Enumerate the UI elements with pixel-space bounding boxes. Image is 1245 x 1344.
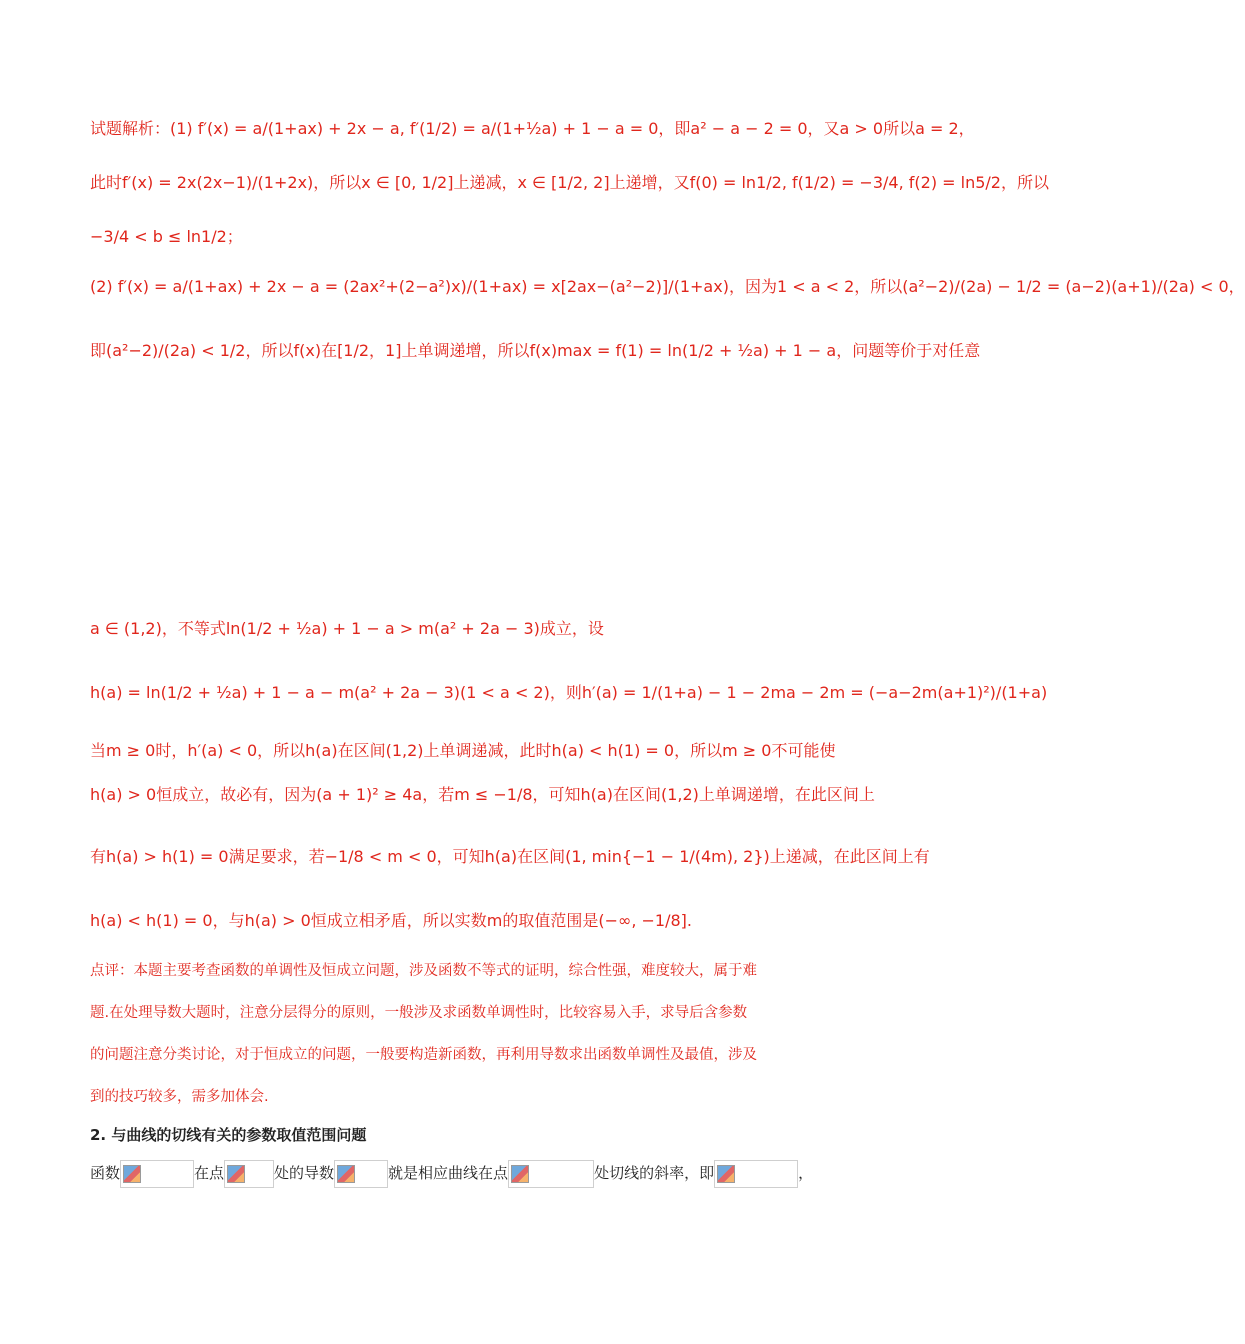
- solution-line-9: h(a) > 0恒成立，故必有，因为(a + 1)² ≥ 4a，若m ≤ −1/8，可知h(a)在区间(1,2)上单调递增，在此区间上: [90, 785, 875, 804]
- comment-line-1: 点评：本题主要考查函数的单调性及恒成立问题，涉及函数不等式的证明，综合性强，难度较大，属于难: [90, 963, 757, 979]
- para-text-4: 就是相应曲线在点: [388, 1164, 509, 1182]
- para-text-6: ，: [798, 1164, 814, 1182]
- solution-line-6: a ∈ (1,2)，不等式ln(1/2 + ½a) + 1 − a > m(a² + 2a − 3)成立，设: [90, 619, 604, 638]
- formula-image-3: [334, 1160, 388, 1188]
- solution-line-10: 有h(a) > h(1) = 0满足要求，若−1/8 < m < 0，可知h(a)在区间(1, min{−1 − 1/(4m), 2})上递减，在此区间上有: [90, 847, 930, 866]
- formula-image-1: [120, 1160, 194, 1188]
- section-paragraph: [90, 1160, 870, 1188]
- broken-image-icon: [227, 1165, 245, 1183]
- para-text-1: 函数: [90, 1164, 121, 1182]
- section-heading: 2. 与曲线的切线有关的参数取值范围问题: [90, 1126, 367, 1144]
- solution-line-2: 此时f′(x) = 2x(2x−1)/(1+2x)，所以x ∈ [0, 1/2]上递减，x ∈ [1/2, 2]上递增，又f(0) = ln1/2, f(1/2) = −3/4, f(2) = ln5/2，所以: [90, 173, 1049, 192]
- formula-image-2: [224, 1160, 274, 1188]
- comment-line-2: 题.在处理导数大题时，注意分层得分的原则，一般涉及求函数单调性时，比较容易入手，求导后含参数: [90, 1005, 748, 1021]
- para-text-5: 处切线的斜率，即: [594, 1164, 715, 1182]
- formula-image-4: [508, 1160, 594, 1188]
- para-text-3: 处的导数: [274, 1164, 335, 1182]
- solution-line-3: −3/4 < b ≤ ln1/2；: [90, 227, 243, 246]
- para-text-2: 在点: [194, 1164, 225, 1182]
- broken-image-icon: [337, 1165, 355, 1183]
- solution-line-4: (2) f′(x) = a/(1+ax) + 2x − a = (2ax²+(2−a²)x)/(1+ax) = x[2ax−(a²−2)]/(1+ax)，因为1 < a < 2，所以(a²−2)/(2a) − 1/2 = (a−2)(a+1)/(2a) < 0，: [90, 277, 1245, 296]
- comment-line-3: 的问题注意分类讨论，对于恒成立的问题，一般要构造新函数，再利用导数求出函数单调性及最值，涉及: [90, 1047, 757, 1063]
- broken-image-icon: [717, 1165, 735, 1183]
- solution-line-5: 即(a²−2)/(2a) < 1/2，所以f(x)在[1/2，1]上单调递增，所以f(x)max = f(1) = ln(1/2 + ½a) + 1 − a，问题等价于对任意: [90, 341, 981, 360]
- broken-image-icon: [511, 1165, 529, 1183]
- solution-line-8: 当m ≥ 0时，h′(a) < 0，所以h(a)在区间(1,2)上单调递减，此时h(a) < h(1) = 0，所以m ≥ 0不可能使: [90, 741, 836, 760]
- solution-line-7: h(a) = ln(1/2 + ½a) + 1 − a − m(a² + 2a − 3)(1 < a < 2)，则h′(a) = 1/(1+a) − 1 − 2ma − 2m = (−a−2m(a+1)²)/(1+a): [90, 683, 1048, 702]
- solution-line-1: 试题解析：(1) f′(x) = a/(1+ax) + 2x − a, f′(1/2) = a/(1+½a) + 1 − a = 0，即a² − a − 2 = 0，又a > 0所以a = 2，: [90, 119, 975, 138]
- formula-image-5: [714, 1160, 798, 1188]
- comment-line-4: 到的技巧较多，需多加体会.: [90, 1089, 269, 1105]
- broken-image-icon: [123, 1165, 141, 1183]
- solution-line-11: h(a) < h(1) = 0，与h(a) > 0恒成立相矛盾，所以实数m的取值范围是(−∞, −1/8].: [90, 911, 692, 930]
